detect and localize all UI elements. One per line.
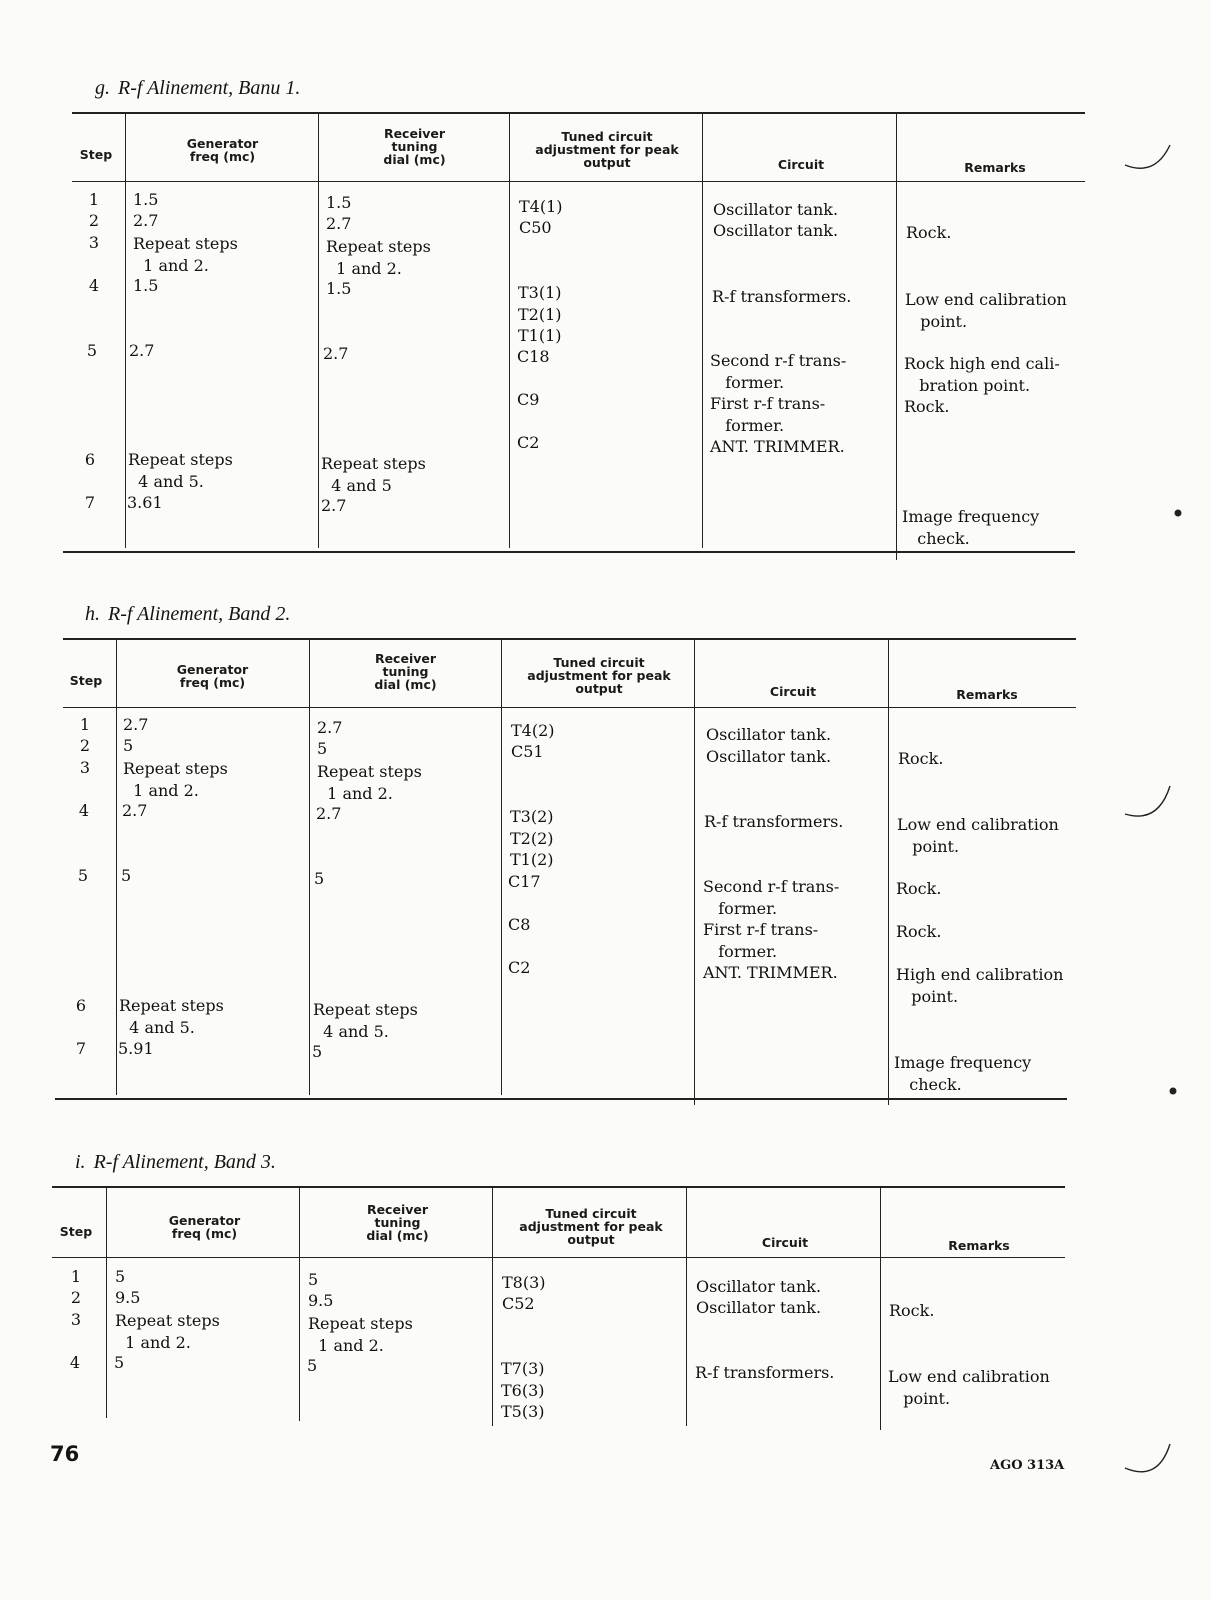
receiver-dial-cell: 1.5 <box>326 193 352 212</box>
receiver-dial-cell: Repeat steps 4 and 5. <box>313 1000 418 1041</box>
generator-freq-cell: 3.61 <box>127 493 163 512</box>
generator-freq-cell: 5 <box>121 866 132 885</box>
section-i-letter: i. <box>75 1151 86 1173</box>
remarks-cell: Rock. <box>889 1301 935 1320</box>
tuned-circuit-cell: T3(1) T2(1) T1(1) <box>518 283 562 345</box>
column-divider <box>318 112 319 548</box>
generator-freq-cell: 2.7 <box>123 715 149 734</box>
step-number: 3 <box>88 233 100 252</box>
receiver-dial-cell: 9.5 <box>308 1291 334 1310</box>
remarks-cell: Rock. <box>906 223 952 242</box>
circuit-cell: Second r-f trans- former. First r-f trans- former. ANT. TRIMMER. <box>703 877 840 982</box>
generator-freq-cell: 5 <box>123 736 134 755</box>
receiver-dial-cell: 2.7 <box>321 496 347 515</box>
receiver-dial-cell: 5 <box>314 869 325 888</box>
circuit-cell: Oscillator tank. <box>713 200 839 219</box>
binding-curve-mark <box>1120 1438 1180 1488</box>
receiver-dial-cell: 5 <box>307 1356 318 1375</box>
header-generator: Generator freq (mc) <box>176 662 249 690</box>
tuned-circuit-cell: T3(2) T2(2) T1(2) <box>510 807 554 869</box>
receiver-dial-cell: Repeat steps 1 and 2. <box>308 1314 413 1355</box>
receiver-dial-cell: 2.7 <box>326 214 352 233</box>
step-number: 2 <box>79 736 91 755</box>
step-number: 1 <box>70 1267 82 1286</box>
circuit-cell: Oscillator tank. <box>696 1277 822 1296</box>
header-generator: Generator freq (mc) <box>168 1213 241 1241</box>
step-number: 6 <box>75 996 87 1015</box>
header-generator: Generator freq (mc) <box>186 136 259 164</box>
header-step: Step <box>59 1224 93 1239</box>
step-number: 2 <box>88 211 100 230</box>
circuit-cell: Oscillator tank. <box>713 221 839 240</box>
column-divider <box>694 638 695 1105</box>
remarks-cell: Low end calibration point. <box>905 290 1067 331</box>
receiver-dial-cell: 1.5 <box>326 279 352 298</box>
table-top-rule <box>63 638 1076 640</box>
header-receiver: Receiver tuning dial (mc) <box>374 651 437 692</box>
header-remarks: Remarks <box>948 1238 1010 1253</box>
remarks-cell: Image frequency check. <box>894 1053 1032 1094</box>
header-step: Step <box>79 147 113 162</box>
binding-curve-mark <box>1120 135 1180 180</box>
generator-freq-cell: 5 <box>114 1353 125 1372</box>
table-header-rule <box>63 707 1076 708</box>
section-h-letter: h. <box>85 603 100 625</box>
remarks-cell: Rock high end cali- bration point. Rock. <box>904 354 1060 416</box>
circuit-cell: R-f transformers. <box>712 287 852 306</box>
section-g-heading: R-f Alinement, Banu 1. <box>118 77 301 99</box>
circuit-cell: Oscillator tank. <box>706 747 832 766</box>
tuned-circuit-cell: T4(2) <box>511 721 555 740</box>
document-code: AGO 313A <box>990 1458 1065 1473</box>
binding-curve-mark <box>1120 780 1180 830</box>
step-number: 4 <box>88 276 100 295</box>
tuned-circuit-cell: T4(1) <box>519 197 563 216</box>
column-divider <box>509 112 510 548</box>
receiver-dial-cell: Repeat steps 1 and 2. <box>326 237 431 278</box>
step-number: 6 <box>84 450 96 469</box>
step-number: 7 <box>84 493 96 512</box>
generator-freq-cell: Repeat steps 4 and 5. <box>128 450 233 491</box>
tuned-circuit-cell: C17 C8 C2 <box>508 872 541 977</box>
step-number: 4 <box>78 801 90 820</box>
generator-freq-cell: 1.5 <box>133 276 159 295</box>
generator-freq-cell: 2.7 <box>133 211 159 230</box>
table-header-rule <box>52 1257 1065 1258</box>
remarks-cell: Low end calibration point. <box>897 815 1059 856</box>
circuit-cell: Second r-f trans- former. First r-f trans- former. ANT. TRIMMER. <box>710 351 847 456</box>
tuned-circuit-cell: C52 <box>502 1294 535 1313</box>
header-circuit: Circuit <box>761 1235 809 1250</box>
column-divider <box>501 638 502 1095</box>
circuit-cell: Oscillator tank. <box>696 1298 822 1317</box>
column-divider <box>686 1186 687 1426</box>
generator-freq-cell: Repeat steps 1 and 2. <box>115 1311 220 1352</box>
receiver-dial-cell: 2.7 <box>317 718 343 737</box>
generator-freq-cell: Repeat steps 1 and 2. <box>133 234 238 275</box>
circuit-cell: Oscillator tank. <box>706 725 832 744</box>
table-bottom-rule <box>55 1098 1067 1100</box>
step-number: 4 <box>69 1353 81 1372</box>
column-divider <box>492 1186 493 1426</box>
remarks-cell: Image frequency check. <box>902 507 1040 548</box>
step-number: 5 <box>77 866 89 885</box>
column-divider <box>880 1186 881 1430</box>
page-number: 76 <box>50 1442 80 1466</box>
section-g-title <box>95 77 300 100</box>
header-tuned: Tuned circuit adjustment for peak output <box>527 655 671 696</box>
header-receiver: Receiver tuning dial (mc) <box>383 126 446 167</box>
column-divider <box>106 1186 107 1418</box>
generator-freq-cell: 5.91 <box>118 1039 154 1058</box>
column-divider <box>299 1186 300 1421</box>
step-number: 1 <box>88 190 100 209</box>
receiver-dial-cell: 2.7 <box>316 804 342 823</box>
receiver-dial-cell: Repeat steps 4 and 5 <box>321 454 426 495</box>
step-number: 2 <box>70 1288 82 1307</box>
table-top-rule <box>72 112 1085 114</box>
receiver-dial-cell: 5 <box>308 1270 319 1289</box>
table-bottom-rule <box>63 551 1075 553</box>
header-remarks: Remarks <box>956 687 1018 702</box>
section-i-heading: R-f Alinement, Band 3. <box>93 1151 276 1173</box>
tuned-circuit-cell: C50 <box>519 218 552 237</box>
step-number: 7 <box>75 1039 87 1058</box>
remarks-cell: Rock. <box>898 749 944 768</box>
remarks-cell: Low end calibration point. <box>888 1367 1050 1408</box>
margin-dot-mark <box>1165 1083 1181 1099</box>
header-receiver: Receiver tuning dial (mc) <box>366 1202 429 1243</box>
generator-freq-cell: Repeat steps 4 and 5. <box>119 996 224 1037</box>
section-g-letter: g. <box>95 77 110 99</box>
column-divider <box>309 638 310 1095</box>
receiver-dial-cell: 2.7 <box>323 344 349 363</box>
generator-freq-cell: 5 <box>115 1267 126 1286</box>
generator-freq-cell: 1.5 <box>133 190 159 209</box>
step-number: 5 <box>86 341 98 360</box>
header-step: Step <box>69 673 103 688</box>
column-divider <box>702 112 703 548</box>
table-header-rule <box>72 181 1085 182</box>
tuned-circuit-cell: C18 C9 C2 <box>517 347 550 452</box>
step-number: 1 <box>79 715 91 734</box>
column-divider <box>116 638 117 1095</box>
step-number: 3 <box>79 758 91 777</box>
column-divider <box>896 112 897 560</box>
section-i-title <box>75 1151 276 1174</box>
receiver-dial-cell: 5 <box>317 739 328 758</box>
header-circuit: Circuit <box>777 157 825 172</box>
receiver-dial-cell: 5 <box>312 1042 323 1061</box>
margin-dot-mark <box>1170 505 1186 521</box>
step-number: 3 <box>70 1310 82 1329</box>
tuned-circuit-cell: T8(3) <box>502 1273 546 1292</box>
tuned-circuit-cell: C51 <box>511 742 544 761</box>
generator-freq-cell: 9.5 <box>115 1288 141 1307</box>
generator-freq-cell: 2.7 <box>122 801 148 820</box>
generator-freq-cell: 2.7 <box>129 341 155 360</box>
remarks-cell: Rock. Rock. High end calibration point. <box>896 879 1064 1006</box>
receiver-dial-cell: Repeat steps 1 and 2. <box>317 762 422 803</box>
tuned-circuit-cell: T7(3) T6(3) T5(3) <box>501 1359 545 1421</box>
column-divider <box>125 112 126 548</box>
circuit-cell: R-f transformers. <box>695 1363 835 1382</box>
generator-freq-cell: Repeat steps 1 and 2. <box>123 759 228 800</box>
column-divider <box>888 638 889 1105</box>
header-remarks: Remarks <box>964 160 1026 175</box>
header-tuned: Tuned circuit adjustment for peak output <box>535 129 679 170</box>
section-h-title <box>85 603 290 626</box>
table-top-rule <box>52 1186 1065 1188</box>
header-circuit: Circuit <box>769 684 817 699</box>
section-h-heading: R-f Alinement, Band 2. <box>108 603 291 625</box>
circuit-cell: R-f transformers. <box>704 812 844 831</box>
header-tuned: Tuned circuit adjustment for peak output <box>519 1206 663 1247</box>
